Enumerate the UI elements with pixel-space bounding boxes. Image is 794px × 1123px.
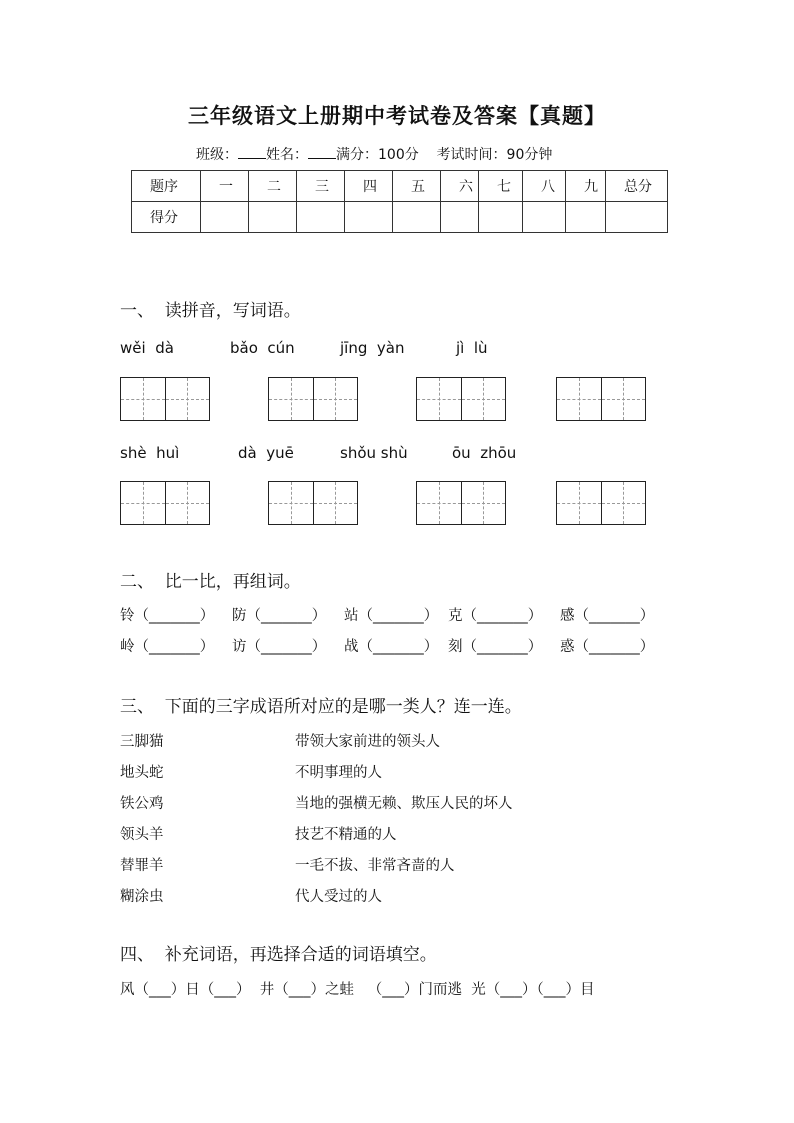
description-item[interactable]: 带领大家前进的领头人 xyxy=(295,734,440,750)
fill-blank[interactable]: （_______） xyxy=(134,639,215,655)
description-item[interactable]: 技艺不精通的人 xyxy=(295,827,397,843)
compare-char: 克 xyxy=(448,608,463,624)
compare-char: 铃 xyxy=(120,608,135,624)
header-cell: 八 xyxy=(523,171,566,202)
class-blank xyxy=(238,144,266,159)
compare-item xyxy=(232,604,326,625)
idiom-item[interactable]: 替罪羊 xyxy=(120,858,164,874)
pinyin-label: shè huì xyxy=(120,444,180,462)
compare-char: 防 xyxy=(232,608,247,624)
idiom-item[interactable]: 地头蛇 xyxy=(120,765,164,781)
compare-char: 战 xyxy=(344,639,359,655)
score-table-header xyxy=(132,171,668,202)
header-cell: 总分 xyxy=(606,171,668,202)
score-cell[interactable] xyxy=(393,202,441,233)
pinyin-label: jì lù xyxy=(456,339,488,357)
fill-in-line[interactable]: 风（___）日（___） 井（___）之蛙 （___）门而逃 光（___）（___）目 xyxy=(120,982,595,998)
compare-item xyxy=(120,604,214,625)
compare-char: 感 xyxy=(560,608,575,624)
full-score: 满分：100分 xyxy=(336,147,419,163)
score-cell[interactable] xyxy=(345,202,393,233)
pinyin-label: dà yuē xyxy=(238,444,294,462)
fill-blank[interactable]: （_______） xyxy=(134,608,215,624)
header-cell: 三 xyxy=(297,171,345,202)
score-cell[interactable] xyxy=(297,202,345,233)
compare-item xyxy=(232,635,326,656)
writing-grid[interactable] xyxy=(556,377,646,421)
exam-meta xyxy=(196,144,552,164)
compare-char: 站 xyxy=(344,608,359,624)
name-label: 姓名： xyxy=(266,147,308,163)
idiom-item[interactable]: 领头羊 xyxy=(120,827,164,843)
description-item[interactable]: 一毛不拔、非常吝啬的人 xyxy=(295,858,455,874)
idiom-item[interactable]: 糊涂虫 xyxy=(120,889,164,905)
writing-grid[interactable] xyxy=(268,481,358,525)
fill-blank[interactable]: （_______） xyxy=(246,639,327,655)
class-label: 班级： xyxy=(196,147,238,163)
header-cell: 九 xyxy=(566,171,606,202)
fill-blank[interactable]: （_______） xyxy=(574,608,655,624)
fill-blank[interactable]: （_______） xyxy=(574,639,655,655)
section-2-heading: 二、 比一比，再组词。 xyxy=(120,572,301,592)
compare-char: 岭 xyxy=(120,639,135,655)
header-cell: 题序 xyxy=(132,171,201,202)
description-item[interactable]: 当地的强横无赖、欺压人民的坏人 xyxy=(295,796,513,812)
compare-char: 访 xyxy=(232,639,247,655)
writing-grid[interactable] xyxy=(268,377,358,421)
page-title: 三年级语文上册期中考试卷及答案【真题】 xyxy=(188,104,606,128)
pinyin-label: ōu zhōu xyxy=(452,444,517,462)
score-cell[interactable] xyxy=(249,202,297,233)
compare-item xyxy=(560,635,654,656)
section-4-heading: 四、 补充词语，再选择合适的词语填空。 xyxy=(120,945,437,965)
fill-blank[interactable]: （_______） xyxy=(462,639,543,655)
header-cell: 六 xyxy=(441,171,479,202)
score-cell[interactable] xyxy=(566,202,606,233)
compare-char: 惑 xyxy=(560,639,575,655)
compare-item xyxy=(448,604,542,625)
fill-blank[interactable]: （_______） xyxy=(462,608,543,624)
compare-item xyxy=(560,604,654,625)
exam-time: 考试时间：90分钟 xyxy=(436,147,553,163)
name-blank xyxy=(308,144,336,159)
section-1-heading: 一、 读拼音，写词语。 xyxy=(120,301,301,321)
writing-grid[interactable] xyxy=(120,481,210,525)
fill-blank[interactable]: （_______） xyxy=(246,608,327,624)
idiom-item[interactable]: 三脚猫 xyxy=(120,734,164,750)
header-cell: 二 xyxy=(249,171,297,202)
header-cell: 七 xyxy=(479,171,523,202)
compare-item xyxy=(120,635,214,656)
score-cell[interactable] xyxy=(201,202,249,233)
writing-grid[interactable] xyxy=(120,377,210,421)
score-table-row xyxy=(132,202,668,233)
pinyin-label: shǒu shù xyxy=(340,444,408,462)
pinyin-label: wěi dà xyxy=(120,339,174,357)
pinyin-label: jīng yàn xyxy=(340,339,405,357)
compare-item xyxy=(344,635,438,656)
writing-grid[interactable] xyxy=(556,481,646,525)
header-cell: 五 xyxy=(393,171,441,202)
idiom-item[interactable]: 铁公鸡 xyxy=(120,796,164,812)
header-cell: 四 xyxy=(345,171,393,202)
pinyin-label: bǎo cún xyxy=(230,339,295,357)
row-label: 得分 xyxy=(132,202,201,233)
fill-blank[interactable]: （_______） xyxy=(358,639,439,655)
description-item[interactable]: 不明事理的人 xyxy=(295,765,382,781)
score-cell[interactable] xyxy=(606,202,668,233)
score-cell[interactable] xyxy=(441,202,479,233)
section-3-heading: 三、 下面的三字成语所对应的是哪一类人？连一连。 xyxy=(120,697,522,717)
score-table xyxy=(131,170,668,233)
header-cell: 一 xyxy=(201,171,249,202)
writing-grid[interactable] xyxy=(416,481,506,525)
score-cell[interactable] xyxy=(523,202,566,233)
compare-item xyxy=(448,635,542,656)
score-cell[interactable] xyxy=(479,202,523,233)
fill-blank[interactable]: （_______） xyxy=(358,608,439,624)
description-item[interactable]: 代人受过的人 xyxy=(295,889,382,905)
writing-grid[interactable] xyxy=(416,377,506,421)
compare-item xyxy=(344,604,438,625)
compare-char: 刻 xyxy=(448,639,463,655)
